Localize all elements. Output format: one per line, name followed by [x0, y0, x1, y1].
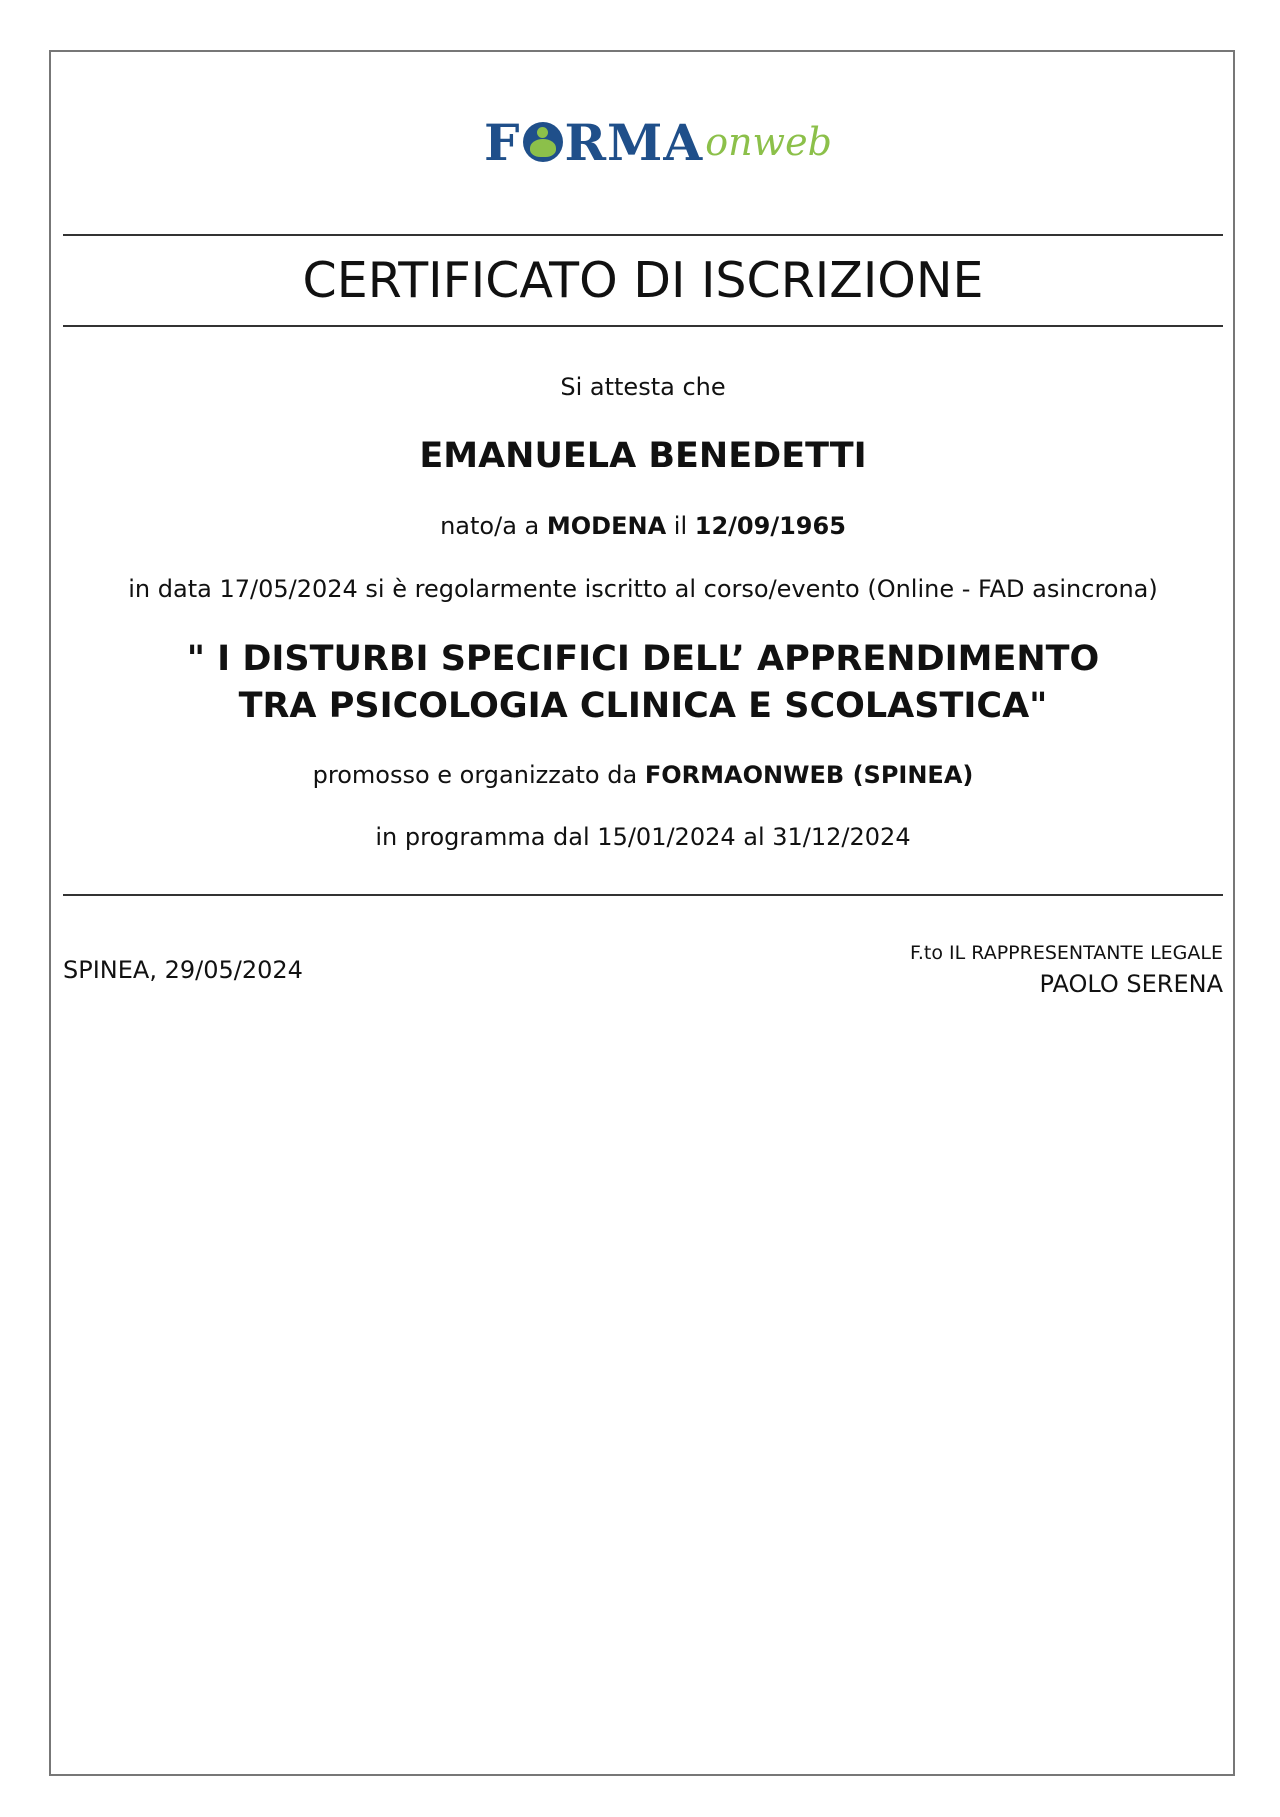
birth-place: MODENA [546, 512, 667, 540]
signature-role: F.to IL RAPPRESENTANTE LEGALE [910, 942, 1223, 964]
schedule-line: in programma dal 15/01/2024 al 31/12/2024 [375, 823, 911, 851]
divider [63, 234, 1223, 236]
place-date: SPINEA, 29/05/2024 [63, 956, 303, 984]
divider [63, 325, 1223, 327]
certificate-title: CERTIFICATO DI ISCRIZIONE [302, 252, 984, 309]
organizer-name: FORMAONWEB (SPINEA) [644, 761, 974, 789]
enrollment-line: in data 17/05/2024 si è regolarmente iscritto al corso/evento (Online - FAD asincrona) [128, 575, 1158, 603]
person-circle-icon [523, 122, 563, 162]
formaonweb-logo: F RMA onweb [484, 112, 832, 172]
organizer-line: promosso e organizzato da FORMAONWEB (SPINEA) [312, 761, 974, 789]
course-title: " I DISTURBI SPECIFICI DELL’ APPRENDIMENTO TRA PSICOLOGIA CLINICA E SCOLASTICA" [186, 639, 1100, 726]
birth-date: 12/09/1965 [694, 512, 846, 540]
signature-name: PAOLO SERENA [1039, 970, 1223, 998]
birth-info: nato/a a MODENA il 12/09/1965 [440, 512, 846, 540]
divider [63, 894, 1223, 896]
intro-text: Si attesta che [560, 373, 726, 401]
person-name: EMANUELA BENEDETTI [419, 436, 867, 476]
